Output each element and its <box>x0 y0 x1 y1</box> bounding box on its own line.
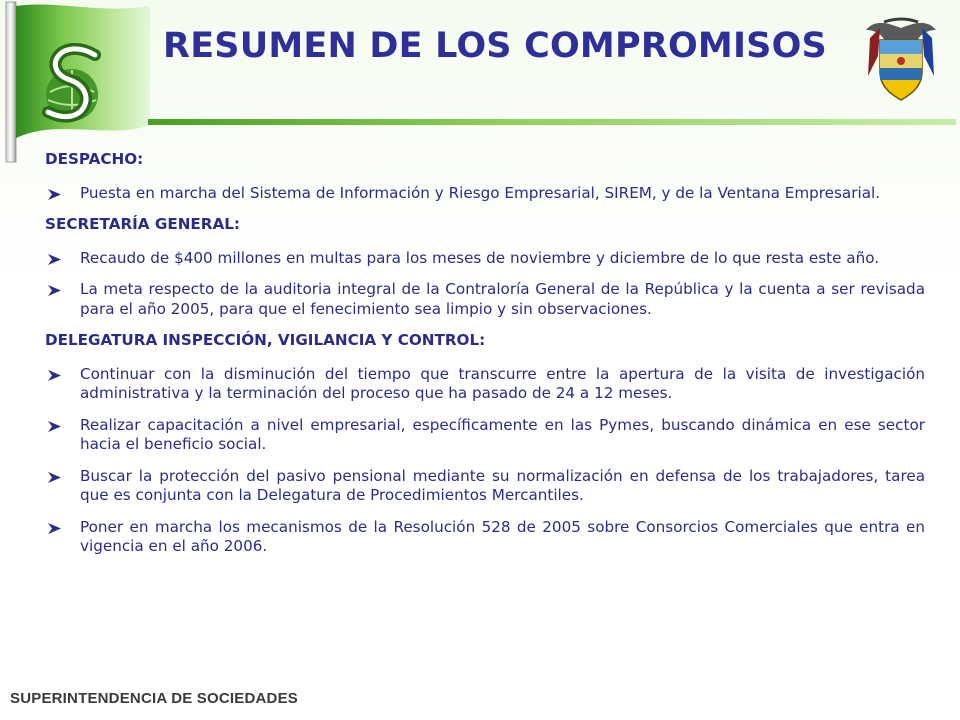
coat-of-arms-icon <box>862 16 940 102</box>
section-heading-despacho: DESPACHO: <box>45 150 144 168</box>
arrow-bullet-icon <box>48 523 61 534</box>
section-heading-delegatura: DELEGATURA INSPECCIÓN, VIGILANCIA Y CONTROL: <box>45 331 486 349</box>
list-item <box>45 280 925 319</box>
list-item <box>45 365 925 404</box>
list-item-text: Buscar la protección del pasivo pensional mediante su normalización en defensa de los trabajadores, tarea que es conjunta con la Delegatura de Procedimientos Mercantiles. <box>80 466 925 504</box>
arrow-bullet-icon <box>48 189 61 200</box>
section-heading-secretaria: SECRETARÍA GENERAL: <box>45 215 240 233</box>
list-item <box>45 518 925 557</box>
footer-organization-name: SUPERINTENDENCIA DE SOCIEDADES <box>10 690 298 707</box>
page-title: RESUMEN DE LOS COMPROMISOS <box>163 26 827 66</box>
list-item-text: Poner en marcha los mecanismos de la Resolución 528 de 2005 sobre Consorcios Comerciales que entra en vigencia en el año 2006. <box>80 517 925 555</box>
list-item-text: Realizar capacitación a nivel empresarial, específicamente en las Pymes, buscando dinámica en ese sector hacia el beneficio social. <box>80 415 925 453</box>
list-item <box>45 184 925 204</box>
list-item-text: La meta respecto de la auditoria integral de la Contraloría General de la República y la cuenta a ser revisada para el año 2005, para que el fenecimiento sea limpio y sin observaciones. <box>80 280 925 318</box>
arrow-bullet-icon <box>48 421 61 432</box>
list-item-text: Puesta en marcha del Sistema de Información y Riesgo Empresarial, SIREM, y de la Ventana Empresarial. <box>80 183 881 202</box>
list-item-text: Continuar con la disminución del tiempo que transcurre entre la apertura de la visita de investigación administrativa y la terminación del proceso que ha pasado de 24 a 12 meses. <box>80 364 925 402</box>
arrow-bullet-icon <box>48 370 61 381</box>
supersociedades-logo-icon <box>0 0 170 165</box>
title-underline <box>148 119 956 125</box>
list-item <box>45 249 925 269</box>
arrow-bullet-icon <box>48 472 61 483</box>
arrow-bullet-icon <box>48 254 61 265</box>
list-item-text: Recaudo de $400 millones en multas para los meses de noviembre y diciembre de lo que resta este año. <box>80 248 880 267</box>
arrow-bullet-icon <box>48 285 61 296</box>
commitments-content <box>45 150 925 569</box>
list-item <box>45 467 925 506</box>
list-item <box>45 416 925 455</box>
